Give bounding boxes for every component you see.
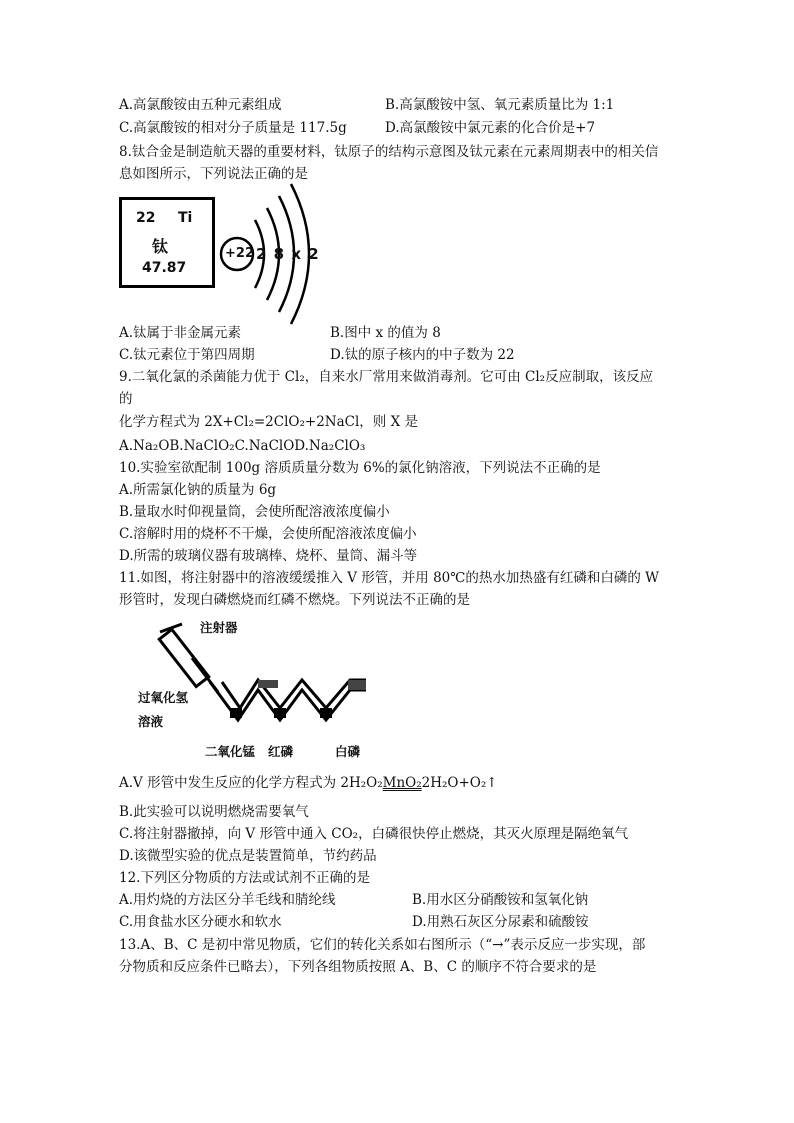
q11-option-c: C.将注射器撤掉，向 V 形管中通入 CO₂，白磷很快停止燃烧，其灭火原理是隔绝氧气 [119,826,629,842]
q11-option-a [119,774,498,792]
mno2-sample [230,708,242,718]
q11-option-d: D.该微型实验的优点是装置简单，节约药品 [119,848,377,864]
q10-option-d: D.所需的玻璃仪器有玻璃棒、烧杯、量筒、漏斗等 [119,548,418,564]
q12-option-d: D.用熟石灰区分尿素和硫酸铵 [412,914,589,930]
q13-stem-line2: 分物质和反应条件已略去），下列各组物质按照 A、B、C 的顺序不符合要求的是 [119,959,597,975]
red-phosphorus-sample [274,708,286,718]
cotton-plug-1 [258,680,278,688]
label-red-phosphorus: 红磷 [268,744,294,759]
periodic-table-cell [119,197,215,288]
q8-option-a: A.钛属于非金属元素 [119,325,242,341]
q7-option-c: C.高氯酸铵的相对分子质量是 117.5g [119,120,347,136]
q13-stem-line1: 13.A、B、C 是初中常见物质，它们的转化关系如右图所示（“→”表示反应一步实现，部 [119,937,646,953]
q9-stem-line1: 9.二氧化氯的杀菌能力优于 Cl₂，自来水厂常用来做消毒剂。它可由 Cl₂反应制取，该反应 [119,369,654,385]
q7-option-d: D.高氯酸铵中氯元素的化合价是+7 [385,120,596,136]
label-mno2: 二氧化锰 [205,744,256,759]
q7-option-a: A.高氯酸铵由五种元素组成 [119,97,282,113]
q8-option-d: D.钛的原子核内的中子数为 22 [330,347,515,363]
q11-stem-line2: 形管时，发现白磷燃烧而红磷不燃烧。下列说法不正确的是 [119,592,470,608]
label-white-phosphorus: 白磷 [335,744,361,759]
q8-option-c: C.钛元素位于第四周期 [119,347,255,363]
q10-stem: 10.实验室欲配制 100g 溶质质量分数为 6%的氯化钠溶液，下列说法不正确的是 [119,460,601,476]
q8-stem-line1: 8.钛合金是制造航天器的重要材料，钛原子的结构示意图及钛元素在元素周期表中的相关信 [119,144,659,160]
q10-option-a: A.所需氯化钠的质量为 6g [119,482,277,498]
q12-option-c: C.用食盐水区分硬水和软水 [119,914,282,930]
w-tube-apparatus [130,612,390,762]
element-symbol: Ti [178,210,193,226]
atomic-mass: 47.87 [142,260,187,276]
q11-stem-line1: 11.如图，将注射器中的溶液缓缓推入 V 形管，并用 80℃的热水加热盛有红磷和白磷的 W [119,570,660,586]
q11-a-prefix: A.V 形管中发生反应的化学方程式为 2H₂O₂ [119,775,383,791]
q8-stem-line2: 息如图所示，下列说法正确的是 [119,166,308,182]
label-solution-1: 过氧化氢 [138,690,189,705]
q10-option-c: C.溶解时用的烧杯不干燥，会使所配溶液浓度偏小 [119,526,417,542]
label-syringe: 注射器 [200,620,238,635]
q11-option-b: B.此实验可以说明燃烧需要氧气 [119,804,309,820]
white-phosphorus-sample [320,708,332,718]
nucleus-charge: +22 [225,246,254,261]
q12-option-b: B.用水区分硝酸铵和氢氧化钠 [412,892,589,908]
q9-stem-line2: 的 [119,391,133,407]
q7-option-b: B.高氯酸铵中氢、氧元素质量比为 1:1 [385,97,615,113]
q9-stem-line3: 化学方程式为 2X+Cl₂=2ClO₂+2NaCl，则 X 是 [119,414,418,430]
q10-option-b: B.量取水时仰视量筒，会使所配溶液浓度偏小 [119,504,390,520]
element-name: 钛 [152,237,169,256]
electron-shell-counts: 2 8 x 2 [256,245,320,263]
cotton-plug-2 [348,680,366,690]
q11-a-products: 2H₂O+O₂↑ [421,775,498,791]
q8-option-b: B.图中 x 的值为 8 [330,325,441,341]
label-solution-2: 溶液 [138,714,164,729]
q9-options: A.Na₂OB.NaClO₂C.NaClOD.Na₂ClO₃ [119,438,366,454]
q12-stem: 12.下列区分物质的方法或试剂不正确的是 [119,870,370,886]
q12-option-a: A.用灼烧的方法区分羊毛线和腈纶线 [119,892,336,908]
q11-a-catalyst: MnO₂ [382,775,422,791]
atomic-number: 22 [136,210,156,226]
